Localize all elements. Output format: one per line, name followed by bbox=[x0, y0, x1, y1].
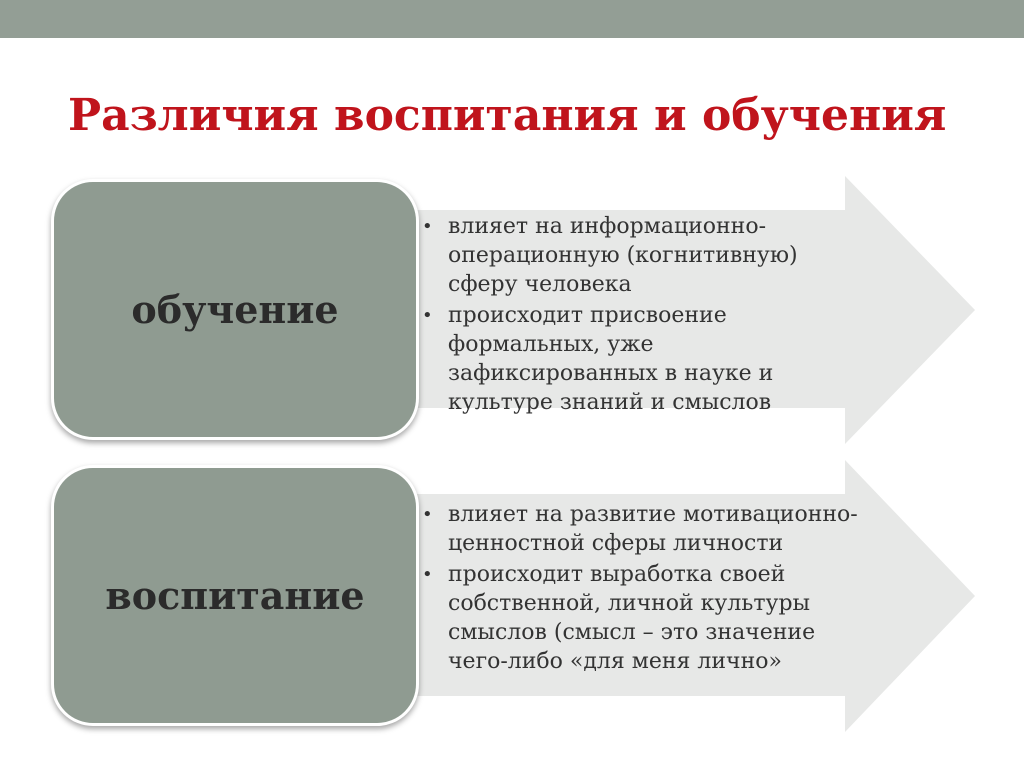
bullet-dot-icon: • bbox=[422, 564, 433, 585]
bullet-text: влияет на развитие мотивационно-ценностной сферы личности bbox=[448, 502, 858, 556]
bullet-dot-icon: • bbox=[422, 216, 433, 237]
bullet-dot-icon: • bbox=[422, 305, 433, 326]
bullet-item bbox=[420, 560, 860, 676]
bullet-text: влияет на информационно-операционную (когнитивную) сферу человека bbox=[448, 214, 798, 297]
concept-box-learning bbox=[51, 179, 419, 440]
slide-title: Различия воспитания и обучения bbox=[68, 90, 947, 141]
bullet-list bbox=[420, 500, 860, 678]
bullet-text: происходит присвоение формальных, уже зафиксированных в науке и культуре знаний и смыслов bbox=[448, 303, 774, 415]
concept-label: обучение bbox=[131, 287, 339, 332]
bullet-item bbox=[420, 301, 860, 417]
diagram-row-learning bbox=[0, 176, 1024, 444]
bullet-list bbox=[420, 212, 860, 419]
top-bar bbox=[0, 0, 1024, 38]
diagram-row-upbringing bbox=[0, 460, 1024, 732]
bullet-dot-icon: • bbox=[422, 504, 433, 525]
bullet-item bbox=[420, 212, 860, 299]
concept-box-upbringing bbox=[51, 465, 419, 726]
bullet-item bbox=[420, 500, 860, 558]
bullet-text: происходит выработка своей собственной, личной культуры смыслов (смысл – это значение чего-либо «для меня лично» bbox=[448, 562, 816, 674]
concept-label: воспитание bbox=[105, 573, 365, 618]
